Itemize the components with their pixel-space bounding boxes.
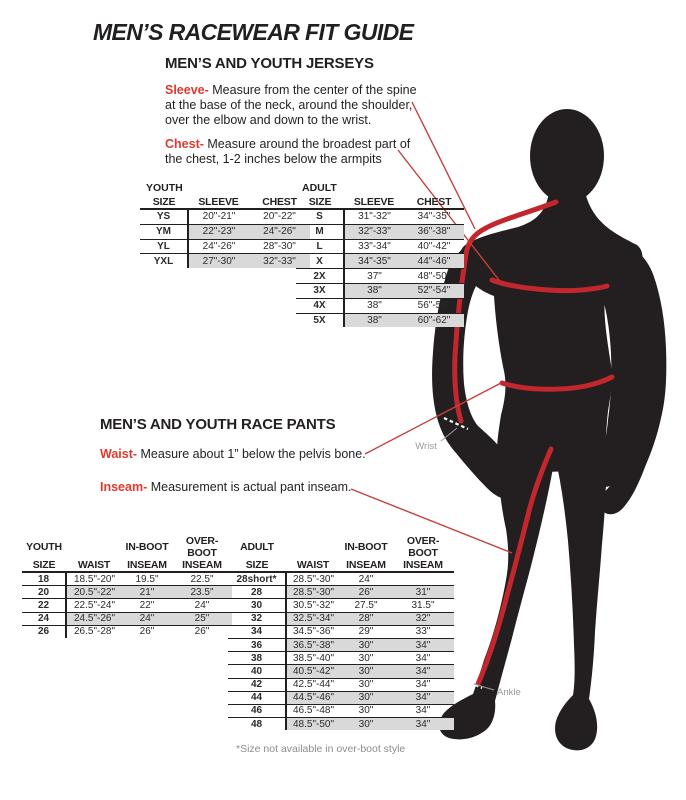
size-cell: 32: [228, 612, 286, 625]
column-header: INSEAM: [392, 559, 454, 572]
column-header: OVER-BOOT: [185, 535, 219, 559]
table-row: [296, 313, 464, 327]
table-row: [296, 283, 464, 298]
chest-instruction-text: Measure around the broadest part of the chest, 1-2 inches below the armpits: [165, 137, 411, 166]
column-header: [66, 535, 122, 559]
value-cell: 20"-22": [263, 211, 296, 223]
size-cell: 24: [22, 612, 66, 625]
value-cell: 19.5": [135, 573, 159, 585]
size-cell: X: [296, 254, 344, 269]
table-row: [296, 239, 464, 254]
table-row: [228, 704, 454, 717]
value-cell: 24"-26": [249, 224, 310, 239]
value-cell: 28.5"-30": [286, 586, 340, 599]
table-row: [228, 599, 454, 612]
table-row: [22, 572, 232, 586]
value-cell: 34": [392, 638, 454, 651]
youth-pants-size-table: [22, 535, 232, 638]
table-row: [228, 665, 454, 678]
table-row: [228, 586, 454, 599]
value-cell: 34": [392, 704, 454, 717]
size-cell: 28: [228, 586, 286, 599]
value-cell: 34"-35": [417, 211, 451, 223]
column-header: SIZE: [296, 196, 344, 209]
column-header: [286, 535, 340, 559]
value-cell: 26.5"-28": [66, 625, 122, 638]
size-cell: 3X: [296, 283, 344, 298]
value-cell: 28"-30": [249, 239, 310, 254]
head: [530, 109, 604, 203]
size-cell: 22: [22, 599, 66, 612]
value-cell: 40.5"-42": [286, 665, 340, 678]
jerseys-section-heading: MEN’S AND YOUTH JERSEYS: [165, 55, 374, 72]
value-cell: 25": [172, 612, 232, 625]
value-cell: 34": [392, 691, 454, 704]
value-cell: [392, 572, 454, 586]
column-header: INSEAM: [172, 559, 232, 572]
youth-jersey-size-table: [140, 182, 310, 268]
table-row: [228, 625, 454, 638]
value-cell: 24": [122, 612, 172, 625]
table-label: YOUTH: [146, 182, 183, 194]
value-cell: 32"-33": [344, 224, 404, 239]
size-cell: M: [296, 224, 344, 239]
adult-pants-size-table: [228, 535, 454, 730]
value-cell: 40"-42": [404, 239, 464, 254]
inseam-instruction-text: Measurement is actual pant inseam.: [147, 480, 352, 494]
value-cell: 30": [340, 665, 392, 678]
value-cell: 33"-34": [344, 239, 404, 254]
column-header: CHEST: [404, 196, 464, 209]
value-cell: 44.5"-46": [286, 691, 340, 704]
value-cell: 23.5": [172, 586, 232, 599]
value-cell: 24": [172, 599, 232, 612]
size-cell: YM: [140, 224, 188, 239]
value-cell: 44"-46": [404, 254, 464, 269]
size-cell: 40: [228, 665, 286, 678]
size-cell: S: [296, 209, 344, 224]
value-cell: 38.5"-40": [286, 652, 340, 665]
column-header: SIZE: [140, 196, 188, 209]
value-cell: 24.5"-26": [66, 612, 122, 625]
value-cell: 37": [344, 269, 404, 284]
value-cell: 31.5": [392, 599, 454, 612]
adult-jersey-size-table: [296, 182, 464, 327]
size-cell: 38: [228, 652, 286, 665]
value-cell: 38": [344, 298, 404, 313]
value-cell: 22.5"-24": [66, 599, 122, 612]
waist-instruction: [100, 447, 400, 462]
column-header: CHEST: [249, 196, 310, 209]
value-cell: 30.5"-32": [286, 599, 340, 612]
size-cell: 42: [228, 678, 286, 691]
value-cell: 27.5": [340, 599, 392, 612]
value-cell: 22"-23": [188, 224, 249, 239]
size-table: [140, 196, 310, 268]
size-cell: 44: [228, 691, 286, 704]
inseam-instruction: [100, 480, 400, 495]
table-row: [296, 254, 464, 269]
value-cell: 30": [340, 638, 392, 651]
table-row: [296, 269, 464, 284]
value-cell: 27"-30": [188, 254, 249, 268]
size-cell: 5X: [296, 313, 344, 327]
size-cell: 30: [228, 599, 286, 612]
table-row: [140, 254, 310, 268]
value-cell: 22": [122, 599, 172, 612]
ankle-label: Ankle: [497, 687, 521, 698]
size-cell: 2X: [296, 269, 344, 284]
value-cell: 30": [340, 691, 392, 704]
table-row: [228, 691, 454, 704]
size-cell: YS: [140, 209, 188, 224]
table-container: [228, 535, 454, 730]
waist-instruction-text: Measure about 1” below the pelvis bone.: [137, 447, 366, 461]
size-availability-footnote: *Size not available in over-boot style: [236, 743, 406, 755]
size-cell: YXL: [140, 254, 188, 268]
column-header: OVER-BOOT: [406, 535, 440, 559]
table-row: [296, 224, 464, 239]
value-cell: 46.5"-48": [286, 704, 340, 717]
value-cell: 34.5"-36": [286, 625, 340, 638]
inseam-instruction-label: Inseam-: [100, 480, 148, 494]
table-row: [140, 224, 310, 239]
size-cell: 4X: [296, 298, 344, 313]
value-cell: 24": [358, 573, 374, 585]
size-cell: 26: [22, 625, 66, 638]
value-cell: 34"-35": [344, 254, 404, 269]
value-cell: 36"-38": [404, 224, 464, 239]
pants-section-heading: MEN’S AND YOUTH RACE PANTS: [100, 416, 336, 433]
value-cell: 24"-26": [188, 239, 249, 254]
sleeve-instruction-label: Sleeve-: [165, 83, 209, 97]
size-cell: 28short*: [228, 572, 286, 586]
chest-instruction: [165, 137, 423, 167]
table-row: [228, 638, 454, 651]
value-cell: 30": [340, 678, 392, 691]
column-header: SIZE: [22, 559, 66, 572]
size-table: [296, 196, 464, 327]
column-header: INSEAM: [340, 559, 392, 572]
page-title: MEN’S RACEWEAR FIT GUIDE: [93, 19, 414, 45]
column-header: SLEEVE: [188, 196, 249, 209]
table-row: [228, 718, 454, 731]
table-row: [228, 678, 454, 691]
table-row: [228, 652, 454, 665]
value-cell: 32": [392, 612, 454, 625]
value-cell: 29": [340, 625, 392, 638]
table-container: [296, 196, 464, 327]
column-header: INSEAM: [122, 559, 172, 572]
value-cell: 20.5"-22": [66, 586, 122, 599]
column-header: YOUTH: [26, 541, 62, 553]
value-cell: 48.5"-50": [286, 718, 340, 731]
size-table: [22, 535, 232, 638]
value-cell: 30": [340, 652, 392, 665]
value-cell: 48"-50": [404, 269, 464, 284]
chest-instruction-label: Chest-: [165, 137, 204, 151]
value-cell: 21": [122, 586, 172, 599]
value-cell: 32.5"-34": [286, 612, 340, 625]
column-header: IN-BOOT: [344, 541, 388, 553]
value-cell: 60"-62": [404, 313, 464, 327]
table-container: [140, 196, 310, 268]
value-cell: 36.5"-38": [286, 638, 340, 651]
size-cell: 36: [228, 638, 286, 651]
waist-instruction-label: Waist-: [100, 447, 138, 461]
value-cell: 56"-58": [404, 298, 464, 313]
value-cell: 38": [344, 313, 404, 327]
table-row: [228, 612, 454, 625]
wrist-label: Wrist: [415, 441, 437, 452]
value-cell: 26": [122, 625, 172, 638]
value-cell: 33": [392, 625, 454, 638]
value-cell: 26": [172, 625, 232, 638]
column-header: ADULT: [240, 541, 274, 553]
size-cell: L: [296, 239, 344, 254]
value-cell: 34": [392, 678, 454, 691]
value-cell: 30": [340, 704, 392, 717]
sleeve-instruction: [165, 83, 423, 128]
value-cell: 34": [392, 665, 454, 678]
value-cell: 28.5"-30": [292, 573, 334, 585]
table-row: [22, 586, 232, 599]
column-header: WAIST: [66, 559, 122, 572]
size-cell: 46: [228, 704, 286, 717]
table-row: [296, 209, 464, 224]
size-table: [228, 535, 454, 730]
sleeve-instruction-text: Measure from the center of the spine at the base of the neck, around the shoulder, over the elbow and down to the wrist.: [165, 83, 417, 127]
column-header: SLEEVE: [344, 196, 404, 209]
value-cell: 30": [340, 718, 392, 731]
table-row: [22, 599, 232, 612]
value-cell: 28": [340, 612, 392, 625]
table-label: ADULT: [302, 182, 337, 194]
size-cell: 34: [228, 625, 286, 638]
value-cell: 31": [392, 586, 454, 599]
value-cell: 38": [344, 283, 404, 298]
value-cell: 34": [392, 652, 454, 665]
size-cell: 18: [22, 572, 66, 586]
value-cell: 18.5"-20": [73, 573, 115, 585]
size-cell: 20: [22, 586, 66, 599]
value-cell: 42.5"-44": [286, 678, 340, 691]
value-cell: 52"-54": [404, 283, 464, 298]
size-cell: YL: [140, 239, 188, 254]
value-cell: 26": [340, 586, 392, 599]
value-cell: 34": [392, 718, 454, 731]
value-cell: 31"-32": [358, 211, 391, 223]
column-header: WAIST: [286, 559, 340, 572]
table-row: [140, 209, 310, 224]
table-row: [22, 625, 232, 638]
right-leg: [554, 450, 606, 750]
size-cell: 48: [228, 718, 286, 731]
column-header: IN-BOOT: [125, 541, 169, 553]
table-row: [296, 298, 464, 313]
table-row: [140, 239, 310, 254]
value-cell: 20"-21": [202, 211, 236, 223]
column-header: SIZE: [228, 559, 286, 572]
table-row: [22, 612, 232, 625]
table-row: [228, 572, 454, 586]
table-container: [22, 535, 232, 638]
value-cell: 32"-33": [249, 254, 310, 268]
value-cell: 22.5": [190, 573, 214, 585]
